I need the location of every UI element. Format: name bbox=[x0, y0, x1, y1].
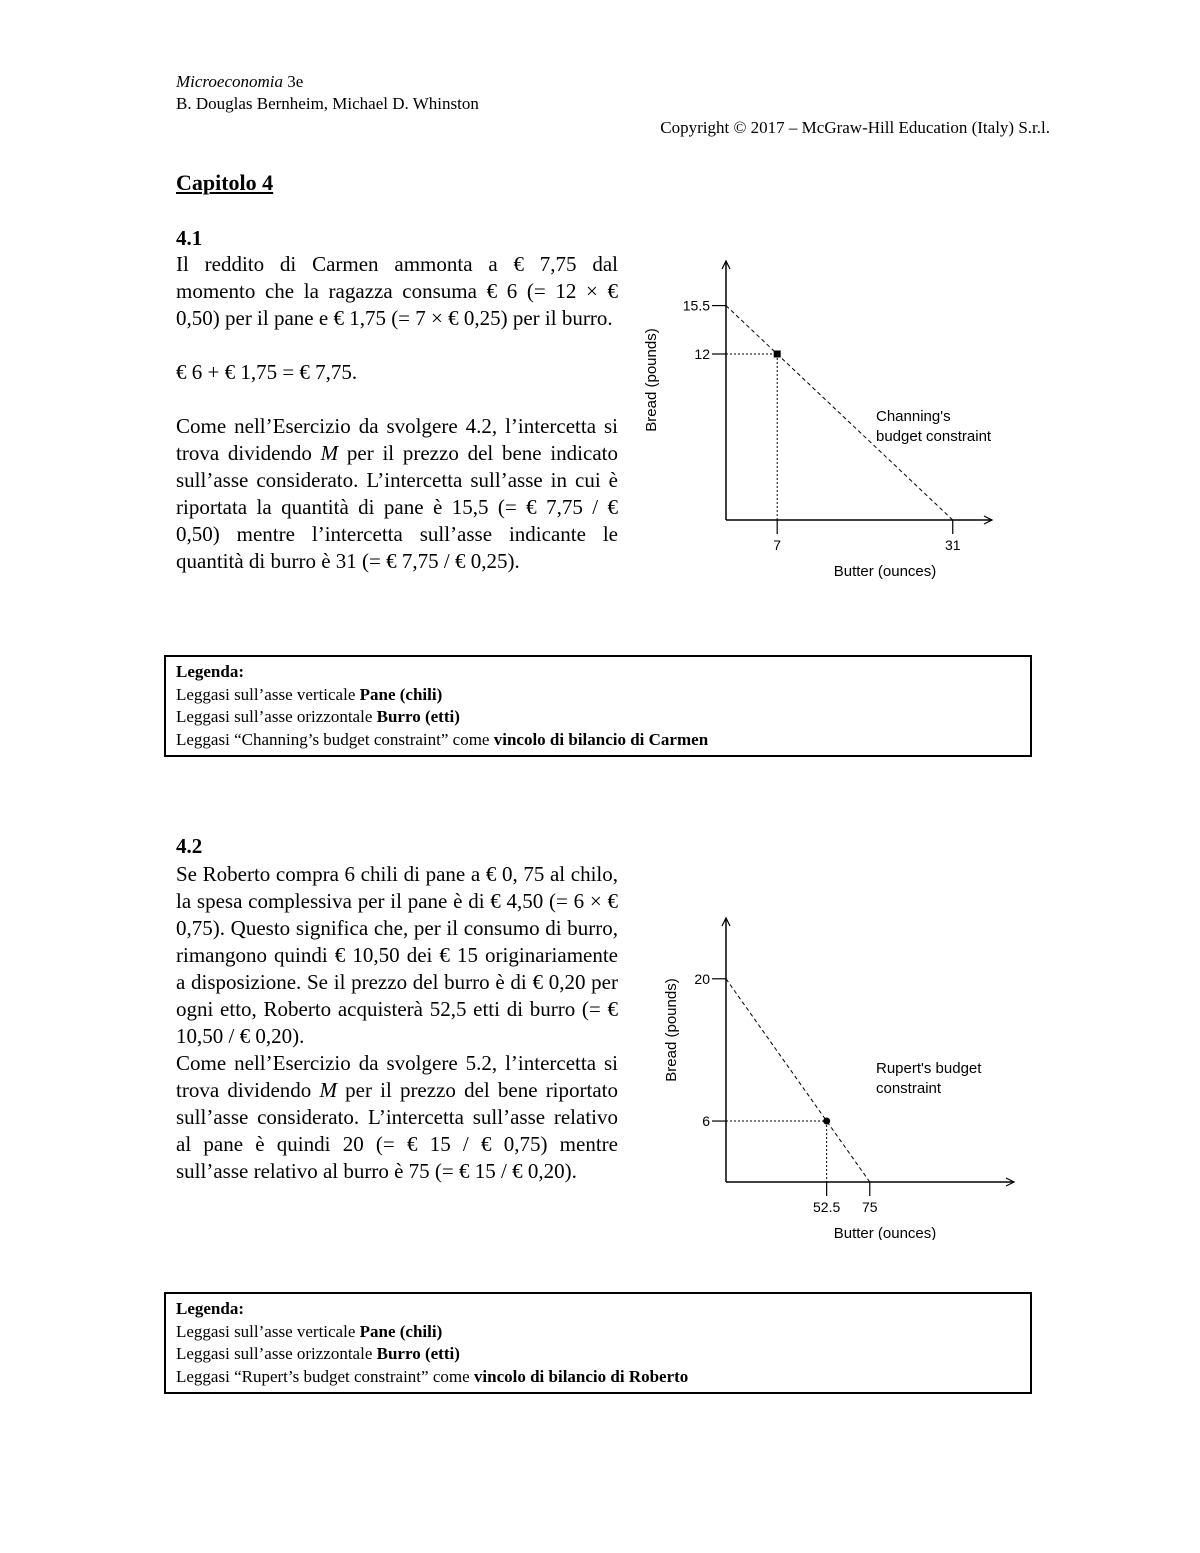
legend-1-title: Legenda: bbox=[176, 662, 244, 681]
y-axis-label: Bread (pounds) bbox=[643, 328, 660, 432]
legend-1-line-3 bbox=[176, 729, 1020, 752]
ex1-para3-start: Come nell’Esercizio da svolgere 4.2, l’intercetta si trova dividendo bbox=[176, 414, 618, 465]
ex1-paragraph-3 bbox=[176, 413, 618, 575]
exercise-number-2: 4.2 bbox=[176, 834, 203, 858]
budget-constraint-line bbox=[726, 979, 870, 1182]
x-tick-label: 31 bbox=[944, 537, 961, 553]
legend-box-2 bbox=[164, 1292, 1032, 1394]
legend-1-line-1 bbox=[176, 684, 1020, 707]
legend-1-line-3-bold: vincolo di bilancio di Carmen bbox=[493, 729, 709, 749]
budget-constraint-label: budget constraint bbox=[876, 428, 992, 445]
ex2-para2-end: per il prezzo del bene riportato sull’asse considerato. L’intercetta sull’asse relativo al pane è quindi 20 (= € 15 / € 0,75) mentre sull’asse relativo al burro è 75 (= € 15 / € 0,20). bbox=[176, 1078, 618, 1183]
book-title: Microeconomia bbox=[176, 72, 284, 91]
consumption-point bbox=[774, 351, 781, 358]
legend-2-line-2 bbox=[176, 1343, 1020, 1366]
book-authors: B. Douglas Bernheim, Michael D. Whinston bbox=[176, 94, 479, 113]
x-tick-label: 7 bbox=[773, 537, 782, 553]
legend-1-line-2-bold: Burro (etti) bbox=[376, 707, 460, 726]
budget-chart-rupert bbox=[640, 890, 1020, 1240]
legend-1-line-2-prefix: Leggasi sull’asse orizzontale bbox=[176, 707, 377, 726]
y-tick-label: 12 bbox=[694, 346, 710, 362]
ex2-paragraph-2 bbox=[176, 1050, 618, 1185]
book-header bbox=[176, 71, 479, 115]
legend-1-line-3-prefix: Leggasi “Channing’s budget constraint” come bbox=[176, 729, 494, 749]
legend-1-line-2 bbox=[176, 706, 1020, 729]
budget-constraint-label: Channing's bbox=[876, 408, 951, 425]
legend-2-line-1-bold: Pane (chili) bbox=[359, 1321, 443, 1341]
legend-2-line-2-prefix: Leggasi sull’asse orizzontale bbox=[176, 1344, 377, 1363]
ex2-paragraph-1: Se Roberto compra 6 chili di pane a € 0, 75 al chilo, la spesa complessiva per il pane è di € 4,50 (= 6 × € 0,75). Questo significa che, per il consumo di burro, rimangono quindi € 10,50 dei € 15 originariamente a disposizione. Se il prezzo del burro è di € 0,20 per ogni etto, Roberto acquisterà 52,5 etti di burro (= € 10,50 / € 0,20). bbox=[176, 862, 618, 1048]
x-tick-label: 52.5 bbox=[813, 1199, 841, 1215]
ex1-paragraph-2: € 6 + € 1,75 = € 7,75. bbox=[176, 360, 358, 384]
legend-2-line-3-bold: vincolo di bilancio di Roberto bbox=[473, 1366, 689, 1386]
budget-constraint-label: Rupert's budget bbox=[876, 1060, 982, 1077]
x-tick-label: 75 bbox=[862, 1199, 878, 1215]
legend-2-line-1-prefix: Leggasi sull’asse verticale bbox=[176, 1321, 360, 1341]
ex1-paragraph-1: Il reddito di Carmen ammonta a € 7,75 dal momento che la ragazza consuma € 6 (= 12 × € 0,50) per il pane e € 1,75 (= 7 × € 0,25) per il burro. bbox=[176, 252, 618, 330]
y-tick-label: 20 bbox=[694, 970, 710, 987]
budget-constraint-label: constraint bbox=[876, 1080, 942, 1097]
legend-box-1 bbox=[164, 655, 1032, 757]
ex2-variable-m: M bbox=[319, 1078, 337, 1102]
legend-2-line-3-prefix: Leggasi “Rupert’s budget constraint” come bbox=[176, 1366, 474, 1386]
y-axis-label: Bread (pounds) bbox=[663, 978, 680, 1082]
x-axis-label: Butter (ounces) bbox=[833, 563, 937, 580]
legend-1-line-1-prefix: Leggasi sull’asse verticale bbox=[176, 684, 360, 704]
exercise-text-2 bbox=[176, 861, 618, 1185]
ex1-para3-end: per il prezzo del bene indicato sull’asse considerato. L’intercetta sull’asse in cui è riportata la quantità di pane è 15,5 (= € 7,75 / € 0,50) mentre l’intercetta sull’asse indicante le quantità di burro è 31 (= € 7,75 / € 0,25). bbox=[176, 441, 618, 573]
book-title-line bbox=[176, 71, 479, 93]
ex2-para2-start: Come nell’Esercizio da svolgere 5.2, l’intercetta si trova dividendo bbox=[176, 1051, 618, 1102]
copyright-notice: Copyright © 2017 – McGraw-Hill Education (Italy) S.r.l. bbox=[660, 118, 1050, 137]
legend-1-line-1-bold: Pane (chili) bbox=[359, 684, 443, 704]
legend-2-line-3 bbox=[176, 1366, 1020, 1389]
ex1-variable-m: M bbox=[320, 441, 339, 465]
legend-2-line-2-bold: Burro (etti) bbox=[376, 1344, 460, 1363]
book-edition: 3e bbox=[283, 72, 304, 91]
exercise-number-1: 4.1 bbox=[176, 226, 203, 250]
consumption-point bbox=[823, 1118, 830, 1125]
exercise-text-1 bbox=[176, 251, 618, 575]
legend-2-title: Legenda: bbox=[176, 1299, 244, 1318]
budget-chart-channing bbox=[640, 240, 1020, 590]
y-tick-label: 15.5 bbox=[682, 297, 710, 314]
x-axis-label: Butter (ounces) bbox=[833, 1225, 937, 1240]
chapter-title: Capitolo 4 bbox=[176, 170, 274, 195]
legend-2-line-1 bbox=[176, 1321, 1020, 1344]
y-tick-label: 6 bbox=[702, 1113, 710, 1130]
